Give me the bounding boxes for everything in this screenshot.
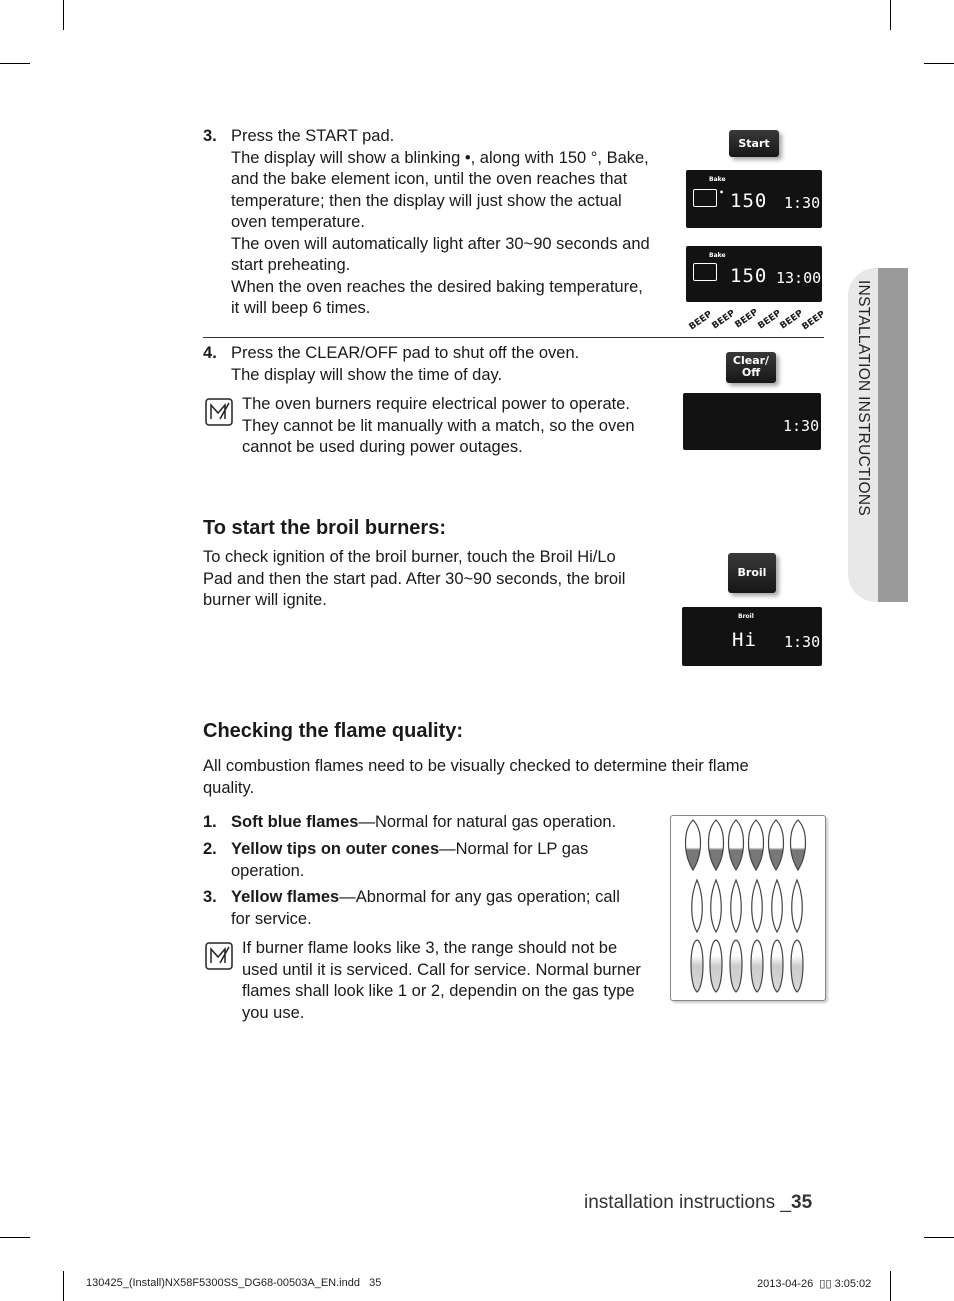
note-line: The oven burners require electrical power to operate. (242, 395, 630, 413)
clear-off-button (726, 352, 776, 383)
intro-line: quality. (203, 778, 255, 797)
step4-line: Press the CLEAR/OFF pad to shut off the oven. (231, 344, 580, 362)
print-timestamp (757, 1277, 871, 1290)
step4-number: 4. (203, 344, 217, 362)
step3-line: The oven will automatically light after 30~90 seconds and (231, 234, 650, 253)
print-time: 3:05:02 (834, 1278, 872, 1290)
beep-label: BEEP (710, 308, 738, 332)
flame-heading: Checking the flame quality: (203, 720, 464, 742)
note-icon (205, 398, 233, 426)
step3-line: temperature; then the display will just show the actual (231, 191, 622, 210)
crop-mark (0, 1237, 30, 1238)
broil-heading: To start the broil burners: (203, 517, 446, 539)
note-line: used until it is serviced. Call for service. Normal burner (242, 960, 641, 979)
side-tab-label: INSTALLATION INSTRUCTIONS (855, 280, 872, 517)
step4-line: The display will show the time of day. (231, 365, 503, 384)
crop-mark (924, 1237, 954, 1238)
crop-mark (63, 0, 64, 30)
step3-line: oven temperature. (231, 213, 365, 231)
note-line: cannot be used during power outages. (242, 438, 523, 456)
page-label: installation instructions _ (584, 1192, 791, 1213)
note-icon (205, 942, 233, 970)
display-temperature: 150 (730, 265, 768, 287)
beep-label: BEEP (756, 308, 784, 332)
crop-mark (63, 1271, 64, 1301)
section-side-tab (848, 268, 908, 602)
crop-mark (0, 63, 30, 64)
print-date: 2013-04-26 (757, 1278, 814, 1290)
broil-line: Pad and then the start pad. After 30~90 seconds, the broil (203, 569, 626, 588)
clock-display (683, 393, 821, 450)
flame-item-bold: Yellow tips on outer cones (231, 840, 440, 858)
clear-off-line2: Off (741, 366, 761, 379)
step3-line: Press the START pad. (231, 127, 395, 145)
step3-line: The display will show a blinking •, along with 150 °, Bake, (231, 148, 649, 167)
display-time: 13:00 (776, 269, 822, 287)
flame-item-text: —Normal for natural gas operation. (358, 813, 617, 831)
bake-display-blinking (686, 170, 822, 228)
beep-label: BEEP (687, 309, 715, 333)
step3-line: it will beep 6 times. (231, 299, 371, 317)
flame-item (231, 887, 651, 930)
print-file-info: 130425_(Install)NX58F5300SS_DG68-00503A_EN.indd 35 (86, 1277, 382, 1289)
flame-item-text: —Normal for LP gas (439, 840, 589, 858)
beep-label: BEEP (778, 308, 806, 332)
flame-item-number: 2. (203, 840, 217, 858)
flame-drawing (671, 816, 825, 1000)
flame-item-cont: operation. (231, 861, 305, 880)
broil-display (682, 607, 822, 666)
display-label: Bake (709, 252, 726, 259)
step4-text (231, 343, 671, 386)
flame-item-bold: Yellow flames (231, 888, 340, 906)
flame-item-text: —Abnormal for any gas operation; call (339, 888, 620, 906)
page-footer (584, 1192, 812, 1214)
beep-label: BEEP (733, 307, 761, 331)
crop-mark (890, 0, 891, 30)
display-mode: Hi (732, 629, 757, 651)
page-number: 35 (791, 1192, 813, 1213)
display-temperature: 150 (730, 190, 768, 212)
step3-text (231, 126, 681, 320)
display-time: 1:30 (784, 194, 821, 212)
display-label: Broil (738, 613, 754, 620)
step4-note (242, 394, 672, 459)
side-tab-accent (878, 268, 908, 602)
note-line: you use. (242, 1003, 305, 1022)
step3-number: 3. (203, 127, 217, 145)
broil-button: Broil (728, 553, 776, 593)
crop-mark (890, 1271, 891, 1301)
section-divider (203, 337, 824, 338)
note-line: If burner flame looks like 3, the range should not be (242, 939, 618, 957)
start-button: Start (729, 130, 779, 157)
note-line: flames shall look like 1 or 2, dependin on the gas type (242, 982, 635, 1000)
beep-label: BEEP (800, 309, 828, 333)
step4-number-value: 4 (203, 344, 213, 362)
flame-item-bold: Soft blue flames (231, 813, 359, 831)
blink-dot: • (719, 188, 725, 197)
flame-item (231, 812, 651, 834)
crop-mark (924, 63, 954, 64)
display-time: 1:30 (784, 633, 821, 651)
flame-item-cont: for service. (231, 909, 312, 928)
bake-display (686, 246, 822, 302)
flame-item-number: 1. (203, 813, 217, 831)
display-time: 1:30 (783, 417, 820, 435)
intro-line: All combustion flames need to be visually checked to determine their flame (203, 757, 749, 775)
broil-text (203, 547, 673, 612)
flame-item (231, 839, 651, 882)
step3-line: start preheating. (231, 256, 351, 274)
clear-off-line1: Clear/ (732, 354, 770, 367)
broil-line: burner will ignite. (203, 591, 327, 609)
broil-line: To check ignition of the broil burner, touch the Broil Hi/Lo (203, 548, 616, 566)
flame-item-number: 3. (203, 888, 217, 906)
oven-icon (693, 189, 717, 207)
step3-line: and the bake element icon, until the oven reaches that (231, 170, 628, 188)
oven-icon (693, 263, 717, 281)
display-label: Bake (709, 176, 726, 183)
flame-intro (203, 756, 803, 799)
flame-illustration (670, 815, 826, 1001)
print-time-marker: ▯▯ (819, 1278, 832, 1290)
note-line: They cannot be lit manually with a match, so the oven (242, 416, 635, 435)
flame-note (242, 938, 672, 1024)
step3-line: When the oven reaches the desired baking temperature, (231, 277, 643, 296)
